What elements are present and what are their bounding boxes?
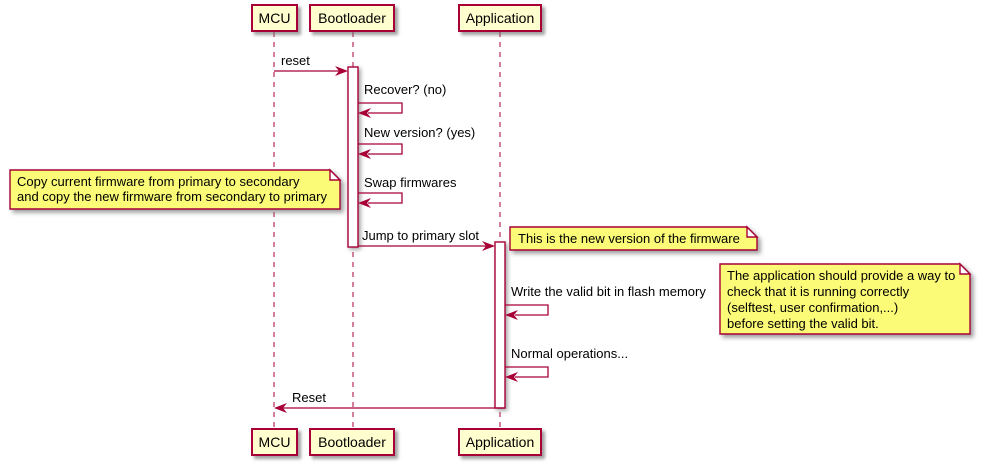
participant-label-mcu: MCU xyxy=(258,10,291,26)
message-label-new-version: New version? (yes) xyxy=(364,125,476,140)
activation-bar-bootloader xyxy=(348,67,358,247)
note-valid-bit-check-text xyxy=(727,268,955,332)
note-copy-firmware-text xyxy=(17,174,327,204)
note-line: This is the new version of the firmware xyxy=(518,231,740,246)
message-arrow-normal-operations xyxy=(505,367,548,382)
message-arrow-new-version xyxy=(358,144,402,159)
participant-label-mcu: MCU xyxy=(258,434,291,450)
participant-box-bootloader-bottom xyxy=(309,428,395,456)
note-line: (selftest, user confirmation,...) xyxy=(727,300,899,315)
participant-box-application-bottom xyxy=(458,428,542,456)
participant-label-application: Application xyxy=(465,10,535,26)
message-arrow-swap-firmwares xyxy=(358,193,402,208)
message-label-reset-return: Reset xyxy=(292,390,326,405)
message-arrow-write-valid-bit xyxy=(505,305,548,320)
participant-box-mcu-bottom xyxy=(251,428,298,456)
note-new-firmware-version-text xyxy=(518,231,740,246)
note-line: The application should provide a way to xyxy=(727,268,956,283)
note-line: before setting the valid bit. xyxy=(727,316,879,331)
message-label-reset: reset xyxy=(281,53,310,68)
note-line: Copy current firmware from primary to secondary xyxy=(17,174,300,189)
participant-box-bootloader-top xyxy=(309,4,395,32)
participant-box-mcu-top xyxy=(251,4,298,32)
message-label-jump-primary-slot: Jump to primary slot xyxy=(362,228,480,243)
participant-label-bootloader: Bootloader xyxy=(318,434,386,450)
message-label-recover: Recover? (no) xyxy=(364,82,447,97)
activation-bar-application xyxy=(495,242,505,408)
participant-label-bootloader: Bootloader xyxy=(318,10,386,26)
message-label-normal-operations: Normal operations... xyxy=(511,346,629,361)
message-label-swap-firmwares: Swap firmwares xyxy=(364,175,457,190)
message-label-write-valid-bit: Write the valid bit in flash memory xyxy=(511,284,706,299)
note-line: and copy the new firmware from secondary to primary xyxy=(17,189,327,204)
participant-box-application-top xyxy=(458,4,542,32)
message-arrow-recover xyxy=(358,103,402,118)
note-line: check that it is running correctly xyxy=(727,284,910,299)
participant-label-application: Application xyxy=(465,434,535,450)
